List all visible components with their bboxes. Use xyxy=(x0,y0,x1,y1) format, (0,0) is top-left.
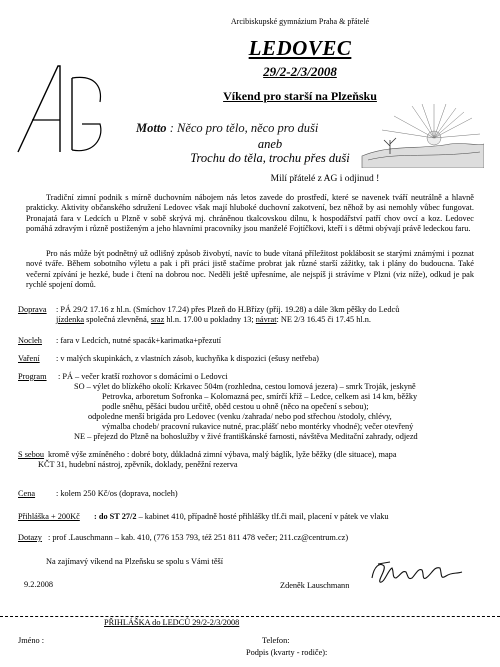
questions-value: : prof .Lauschmann – kab. 410, (776 153 793, též 251 811 478 večer; 211.cz@centrum.cz) xyxy=(48,533,349,542)
accommodation-section xyxy=(18,336,478,347)
phone-field-label: Telefon: xyxy=(262,636,290,645)
price-label: Cena xyxy=(18,489,36,498)
accommodation-label: Nocleh xyxy=(18,336,42,345)
transport-line-1: : PÁ 29/2 17.16 z hl.n. (Smíchov 17.24) přes Plzeň do H.Břízy (příj. 19.28) a dále 3km pěšky do Ledců xyxy=(56,305,400,314)
packing-line-2: KČT 31, hudební nástroj, zpěvník, doklady, peněžní rezerva xyxy=(38,460,238,469)
transport-label: Doprava xyxy=(18,305,47,314)
cooking-label: Vaření xyxy=(18,354,40,363)
handwritten-signature xyxy=(368,558,466,588)
program-line: NE – přejezd do Plzně na bohoslužby v živé františkánské farnosti, návštěva Meditační zahrady, odjezd xyxy=(74,432,418,441)
motto-text: Něco pro tělo, něco pro duši xyxy=(176,121,319,135)
signature-name: Zdeněk Lauschmann xyxy=(280,581,350,590)
accommodation-value: : fara v Ledcích, nutné spacák+karimatka+přezutí xyxy=(56,336,222,345)
program-line: výmalba chodeb/ pracovní rukavice nutné, prac.plášť nebo montérky vhodné); večer otevřený xyxy=(102,422,414,431)
program-line: odpoledne menší brigáda pro Ledovec (venku /zahrada/ nebo pod střechou /stodoly, chlévy, xyxy=(88,412,392,421)
second-paragraph: Pro nás může být podnětný už odlišný způsob živobytí, navíc to bude vítaná příležitost poklábosit se starými známými i poznat nové tváře. Během sobotního výletu a pak i při práci jistě stačíme probrat jak různé starší zážitky, tak i plány do budoucna. Také večerní zpívání je hezké, bude i čtení na dobrou noc. Neděli ještě upřesníme, ale nejspíš ji strávíme v Plzni (viz níže), odkud je pak rychlé spojení domů. xyxy=(26,249,474,289)
transport-section xyxy=(18,305,478,327)
questions-section xyxy=(18,533,478,544)
program-line: : PÁ – večer kratší rozhovor s domácími o Ledovci xyxy=(58,372,228,381)
sun-landscape-illustration xyxy=(360,100,484,168)
event-dates: 29/2-2/3/2008 xyxy=(263,64,337,79)
program-line: Petrovka, arboretum Sofronka – Kolomazná pec, smírčí kříž – Ledce, celkem asi 14 km, běžky xyxy=(102,392,418,401)
event-subtitle: Víkend pro starší na Plzeňsku xyxy=(223,89,377,103)
registration-label: Přihláška + 200Kč xyxy=(18,512,80,521)
motto-label: Motto xyxy=(136,121,167,135)
form-title: PŘIHLÁŠKA do LEDCŮ 29/2-2/3/2008 xyxy=(104,618,240,627)
transport-line-2: jízdenka společná zlevněná, sraz hl.n. 17.00 u pokladny 13; návrat: NE 2/3 16.45 či 17.45 hl.n. xyxy=(56,315,372,324)
program-section xyxy=(18,372,478,448)
price-section xyxy=(18,489,478,500)
program-line: podle sněhu, pěšáci budou určitě, oběd cestou u ohně (něco na opečení s sebou); xyxy=(102,402,369,411)
motto-line-1: Motto : Něco pro tělo, něco pro duši xyxy=(136,121,319,135)
registration-deadline: : do ST 27/2 xyxy=(94,512,137,521)
packing-section xyxy=(18,450,478,472)
organization-name: Arcibiskupské gymnázium Praha & přátelé xyxy=(230,17,370,26)
motto-line-3: Trochu do těla, trochu přes duši xyxy=(190,151,350,165)
closing-text: Na zajímavý víkend na Plzeňsku se spolu s Vámi těší xyxy=(46,557,224,566)
page-title: LEDOVEC xyxy=(248,36,352,60)
ag-logo-icon xyxy=(12,60,106,156)
program-line: SO – výlet do blízkého okolí: Krkavec 504m (rozhledna, cestou lomová jezera) – smrk Troják, jeskyně xyxy=(74,382,416,391)
registration-section xyxy=(18,512,478,523)
signature-field-label: Podpis (kvarty - rodiče): xyxy=(246,648,328,657)
cooking-section xyxy=(18,354,478,365)
cooking-value: : v malých skupinkách, z vlastních zásob, kuchyňka k dispozici (ešusy netřeba) xyxy=(56,354,319,363)
letter-date: 9.2.2008 xyxy=(24,580,54,589)
program-label: Program xyxy=(18,372,47,381)
greeting: Milí přátelé z AG i odjinud ! xyxy=(270,174,380,184)
price-value: : kolem 250 Kč/os (doprava, nocleh) xyxy=(56,489,178,498)
packing-line-1: kromě výše zmíněného : dobré boty, důkladná zimní výbava, malý báglík, lyže běžky (dle situace), mapa xyxy=(48,450,397,459)
registration-value: – kabinet 410, případně hosté přihlášky tlf.či mail, placení v pátek ve vlaku xyxy=(136,512,389,521)
packing-label: S sebou xyxy=(18,450,45,459)
intro-paragraph: Tradiční zimní podnik s mírně duchovním nábojem nás letos zavede do prostředí, které se navenek tváří neutrálně a hlavně prakticky. Aktivity občanského sdružení Ledovec však mají hluboké duchovní zakotvení, bez něhož by asi nemohly vůbec fungovat. Pronajatá fara v Ledcích u Plzně v sobě skrývá mj. chráněnou tkalcovskou dílnu, k hospodářství patří chov ovcí a koz. Ledovec pomáhá zdravým i různě postiženým a jeho hlavními pracovníky jsou manželé Fojtíčkovi, kteří i s dětmi obývají právě ledeckou faru. xyxy=(26,193,474,233)
motto-line-2: aneb xyxy=(257,137,283,151)
form-divider xyxy=(0,616,500,617)
name-field-label: Jméno : xyxy=(18,636,45,645)
questions-label: Dotazy xyxy=(18,533,42,542)
